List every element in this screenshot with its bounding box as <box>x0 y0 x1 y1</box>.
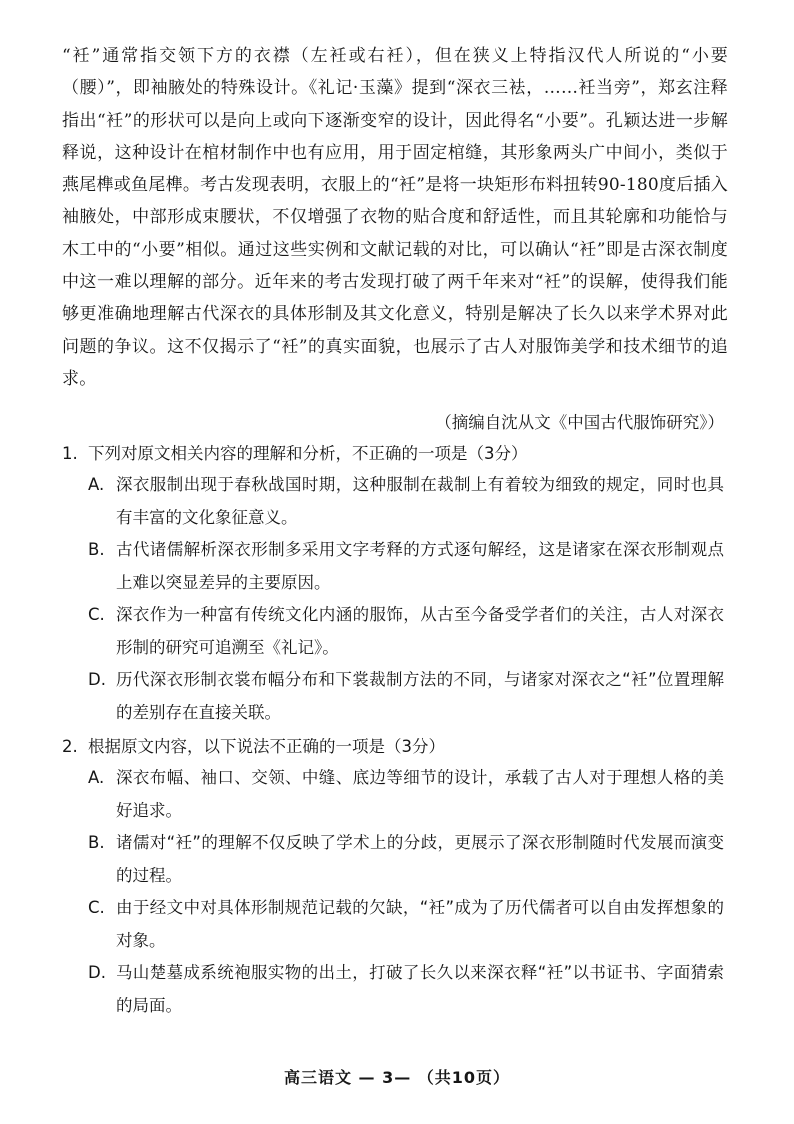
question-number: 1. <box>62 444 78 463</box>
option-a <box>88 762 732 827</box>
question-text: 下列对原文相关内容的理解和分析，不正确的一项是（3分） <box>88 444 528 463</box>
question-2 <box>62 732 732 1022</box>
option-text: 深衣服制出现于春秋战国时期，这种服制在裁制上有着较为细致的规定，同时也具有丰富的文化象征意义。 <box>116 475 724 527</box>
option-letter: A. <box>88 768 105 787</box>
passage-text: “衽”通常指交领下方的衣襟（左衽或右衽），但在狭义上特指汉代人所说的“小要（腰）”，即袖腋处的特殊设计。《礼记·玉藻》提到“深衣三袪，……衽当旁”，郑玄注释指出“衽”的形状可以是向上或向下逐渐变窄的设计，因此得名“小要”。孔颖达进一步解释说，这种设计在棺材制作中也有应用，用于固定棺缝，其形象两头广中间小，类似于燕尾榫或鱼尾榫。考古发现表明，衣服上的“衽”是将一块矩形布料扭转90-180度后插入袖腋处，中部形成束腰状，不仅增强了衣物的贴合度和舒适性，而且其轮廓和功能恰与木工中的“小要”相似。通过这些实例和文献记载的对比，可以确认“衽”即是古深衣制度中这一难以理解的部分。近年来的考古发现打破了两千年来对“衽”的误解，使得我们能够更准确地理解古代深衣的具体形制及其文化意义，特别是解决了长久以来学术界对此问题的争议。这不仅揭示了“衽”的真实面貌，也展示了古人对服饰美学和技术细节的追求。 <box>62 46 728 389</box>
option-text: 深衣布幅、袖口、交领、中缝、底边等细节的设计，承载了古人对于理想人格的美好追求。 <box>116 768 724 820</box>
passage-source: （摘编自沈从文《中国古代服饰研究》） <box>435 413 724 432</box>
option-letter: D. <box>88 670 106 689</box>
option-text: 深衣作为一种富有传统文化内涵的服饰，从古至今备受学者们的关注，古人对深衣形制的研究可追溯至《礼记》。 <box>116 605 724 657</box>
reading-passage <box>62 40 728 395</box>
option-letter: C. <box>88 605 105 624</box>
option-letter: C. <box>88 898 105 917</box>
option-c <box>88 599 732 664</box>
option-b <box>88 534 732 599</box>
option-text: 由于经文中对具体形制规范记载的欠缺，“衽”成为了历代儒者可以自由发挥想象的对象。 <box>116 898 724 950</box>
question-number: 2. <box>62 737 78 756</box>
option-d <box>88 957 732 1022</box>
question-stem <box>62 732 732 762</box>
option-letter: D. <box>88 963 106 982</box>
question-text: 根据原文内容，以下说法不正确的一项是（3分） <box>88 737 445 756</box>
option-text: 诸儒对“衽”的理解不仅反映了学术上的分歧，更展示了深衣形制随时代发展而演变的过程。 <box>116 833 724 885</box>
option-text: 历代深衣形制衣裳布幅分布和下裳裁制方法的不同，与诸家对深衣之“衽”位置理解的差别存在直接关联。 <box>116 670 724 722</box>
option-d <box>88 664 732 729</box>
question-list <box>62 439 732 1022</box>
option-c <box>88 892 732 957</box>
option-letter: B. <box>88 833 105 852</box>
question-stem <box>62 439 732 469</box>
option-text: 马山楚墓成系统袍服实物的出土，打破了长久以来深衣释“衽”以书证书、字面猜索的局面。 <box>116 963 724 1015</box>
option-letter: B. <box>88 540 105 559</box>
option-text: 古代诸儒解析深衣形制多采用文字考释的方式逐句解经，这是诸家在深衣形制观点上难以突显差异的主要原因。 <box>116 540 724 592</box>
question-1 <box>62 439 732 729</box>
option-b <box>88 827 732 892</box>
option-letter: A. <box>88 475 105 494</box>
option-a <box>88 469 732 534</box>
page-footer: 高三语文 — 3— （共10页） <box>283 1068 511 1087</box>
